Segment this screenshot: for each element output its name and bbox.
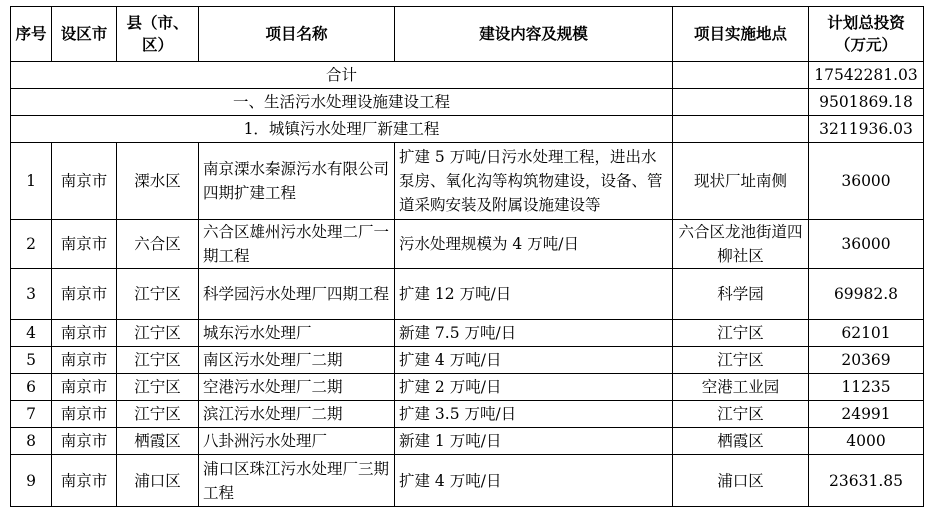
- row-invest: 11235: [809, 374, 924, 401]
- row-seq: 7: [11, 401, 52, 428]
- section-row: [11, 89, 924, 116]
- table-row: [11, 374, 924, 401]
- row-city: 南京市: [52, 374, 117, 401]
- table-row: [11, 143, 924, 220]
- row-city: 南京市: [52, 320, 117, 347]
- row-seq: 6: [11, 374, 52, 401]
- row-city: 南京市: [52, 143, 117, 220]
- total-value: 17542281.03: [809, 62, 924, 89]
- row-county: 六合区: [117, 220, 199, 269]
- row-content: 扩建 2 万吨/日: [395, 374, 673, 401]
- row-content: 扩建 4 万吨/日: [395, 455, 673, 507]
- subsection-row: [11, 116, 924, 143]
- header-invest: 计划总投资（万元）: [809, 7, 924, 62]
- row-location: 浦口区: [673, 455, 809, 507]
- row-city: 南京市: [52, 428, 117, 455]
- row-name: 浦口区珠江污水处理厂三期工程: [199, 455, 395, 507]
- row-city: 南京市: [52, 455, 117, 507]
- table-row: [11, 269, 924, 320]
- row-content: 扩建 12 万吨/日: [395, 269, 673, 320]
- row-county: 栖霞区: [117, 428, 199, 455]
- table-row: [11, 347, 924, 374]
- row-location: 江宁区: [673, 401, 809, 428]
- row-invest: 69982.8: [809, 269, 924, 320]
- header-content: 建设内容及规模: [395, 7, 673, 62]
- row-location: 六合区龙池街道四柳社区: [673, 220, 809, 269]
- total-label: 合计: [11, 62, 673, 89]
- total-location-cell: [673, 62, 809, 89]
- row-location: 科学园: [673, 269, 809, 320]
- row-seq: 5: [11, 347, 52, 374]
- row-name: 科学园污水处理厂四期工程: [199, 269, 395, 320]
- row-content: 扩建 3.5 万吨/日: [395, 401, 673, 428]
- row-location: 江宁区: [673, 320, 809, 347]
- row-location: 空港工业园: [673, 374, 809, 401]
- row-city: 南京市: [52, 220, 117, 269]
- row-name: 南京溧水秦源污水有限公司四期扩建工程: [199, 143, 395, 220]
- row-seq: 9: [11, 455, 52, 507]
- row-invest: 23631.85: [809, 455, 924, 507]
- section-label: 一、生活污水处理设施建设工程: [11, 89, 673, 116]
- section-value: 9501869.18: [809, 89, 924, 116]
- table-row: [11, 401, 924, 428]
- row-invest: 4000: [809, 428, 924, 455]
- header-seq: 序号: [11, 7, 52, 62]
- table-row: [11, 220, 924, 269]
- row-county: 江宁区: [117, 269, 199, 320]
- row-name: 南区污水处理厂二期: [199, 347, 395, 374]
- row-seq: 3: [11, 269, 52, 320]
- table-row: [11, 320, 924, 347]
- row-invest: 36000: [809, 220, 924, 269]
- table-row: [11, 428, 924, 455]
- investment-table: [10, 6, 924, 507]
- row-city: 南京市: [52, 347, 117, 374]
- row-invest: 62101: [809, 320, 924, 347]
- row-seq: 1: [11, 143, 52, 220]
- row-seq: 8: [11, 428, 52, 455]
- table-row: [11, 455, 924, 507]
- row-invest: 20369: [809, 347, 924, 374]
- header-county: 县（市、区）: [117, 7, 199, 62]
- row-content: 污水处理规模为 4 万吨/日: [395, 220, 673, 269]
- total-row: [11, 62, 924, 89]
- row-location: 栖霞区: [673, 428, 809, 455]
- row-content: 新建 1 万吨/日: [395, 428, 673, 455]
- row-name: 城东污水处理厂: [199, 320, 395, 347]
- row-content: 新建 7.5 万吨/日: [395, 320, 673, 347]
- subsection-value: 3211936.03: [809, 116, 924, 143]
- row-name: 六合区雄州污水处理二厂一期工程: [199, 220, 395, 269]
- row-location: 现状厂址南侧: [673, 143, 809, 220]
- row-seq: 2: [11, 220, 52, 269]
- header-city: 设区市: [52, 7, 117, 62]
- header-name: 项目名称: [199, 7, 395, 62]
- row-name: 空港污水处理厂二期: [199, 374, 395, 401]
- row-invest: 24991: [809, 401, 924, 428]
- row-county: 江宁区: [117, 347, 199, 374]
- row-name: 滨江污水处理厂二期: [199, 401, 395, 428]
- row-content: 扩建 4 万吨/日: [395, 347, 673, 374]
- row-county: 浦口区: [117, 455, 199, 507]
- row-county: 江宁区: [117, 374, 199, 401]
- row-invest: 36000: [809, 143, 924, 220]
- header-location: 项目实施地点: [673, 7, 809, 62]
- row-content: 扩建 5 万吨/日污水处理工程，进出水泵房、氧化沟等构筑物建设，设备、管道采购安装及附属设施建设等: [395, 143, 673, 220]
- row-location: 江宁区: [673, 347, 809, 374]
- subsection-location-cell: [673, 116, 809, 143]
- row-name: 八卦洲污水处理厂: [199, 428, 395, 455]
- row-seq: 4: [11, 320, 52, 347]
- row-county: 江宁区: [117, 320, 199, 347]
- row-county: 江宁区: [117, 401, 199, 428]
- row-county: 溧水区: [117, 143, 199, 220]
- row-city: 南京市: [52, 269, 117, 320]
- section-location-cell: [673, 89, 809, 116]
- header-row: [11, 7, 924, 62]
- subsection-label: 1．城镇污水处理厂新建工程: [11, 116, 673, 143]
- row-city: 南京市: [52, 401, 117, 428]
